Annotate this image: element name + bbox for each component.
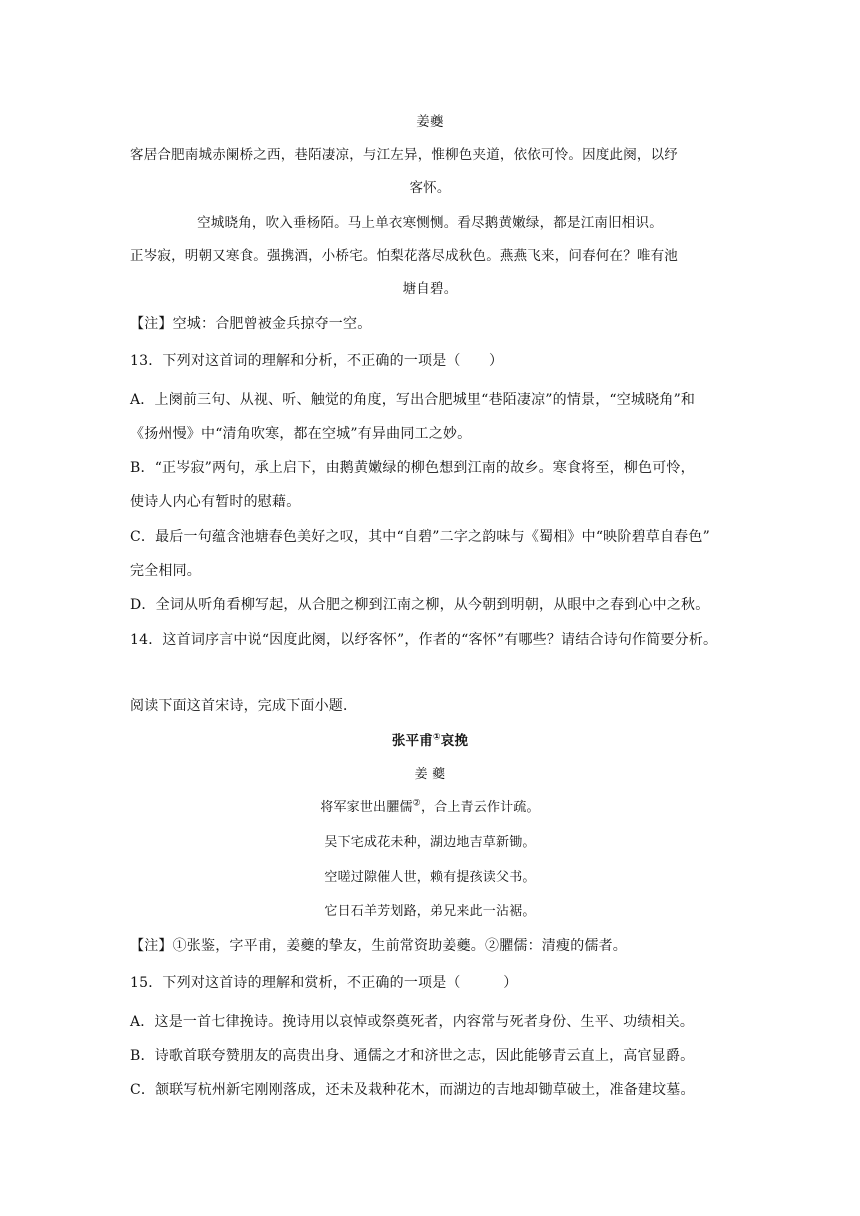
poem2-note: 【注】①张鉴，字平甫，姜夔的挚友，生前常资助姜夔。②臞儒：清瘦的儒者。 [130, 938, 627, 954]
poem2-verse-4: 它日石羊芳划路，弟兄来此一沾裾。 [324, 904, 536, 919]
q13-option-b-line1: B．“正岑寂”两句，承上启下，由鹅黄嫩绿的柳色想到江南的故乡。寒食将至，柳色可怜， [130, 460, 695, 476]
poem1-verse-lower-a: 正岑寂，明朝又寒食。强携酒，小桥宅。怕梨花落尽成秋色。燕燕飞来，问春何在？唯有池 [130, 248, 678, 264]
q13-option-c-line1: C．最后一句蕴含池塘春色美好之叹，其中“自碧”二字之韵味与《蜀相》中“映阶碧草自春色” [130, 529, 710, 545]
poem2-title-footnote-mark: ① [432, 732, 441, 743]
poem2-verse-3: 空嗟过隙催人世，赖有提孩读父书。 [324, 870, 536, 885]
poem2-title [130, 731, 730, 751]
q13-option-b-line2: 使诗人内心有暂时的慰藉。 [130, 494, 301, 510]
poem1-preface-line1: 客居合肥南城赤阑桥之西，巷陌凄凉，与江左异，惟柳色夹道，依依可怜。因度此阕，以纾 [130, 147, 678, 163]
q13-option-a-line2: 《扬州慢》中“清角吹寒，都在空城”有异曲同工之妙。 [130, 426, 472, 442]
poem2-title-tail: 哀挽 [440, 733, 469, 749]
section2-intro: 阅读下面这首宋诗，完成下面小题． [130, 698, 358, 714]
poem2-verse-1-main: 将军家世出臞儒 [320, 800, 413, 815]
poem2-verse-1-tail: ，合上青云作计疏。 [420, 800, 540, 815]
q14-stem: 14．这首词序言中说“因度此阕，以纾客怀”，作者的“客怀”有哪些？请结合诗句作简要分析。 [130, 632, 718, 648]
poem2-title-main: 张平甫 [391, 733, 433, 749]
q13-option-c-line2: 完全相同。 [130, 563, 201, 579]
poem1-author: 姜夔 [416, 114, 444, 130]
q15-option-c: C．颔联写杭州新宅刚刚落成，还未及栽种花木，而湖边的吉地却锄草破土，准备建坟墓。 [130, 1082, 695, 1098]
poem2-verse-1-footnote-mark: ② [412, 798, 421, 809]
q13-option-a-line1: A．上阕前三句、从视、听、触觉的角度，写出合肥城里“巷陌凄凉”的情景，“空城晓角”和 [130, 392, 696, 408]
poem2-verse-2: 吴下宅成花未种，湖边地吉草新锄。 [324, 835, 536, 850]
poem2-author: 姜 夔 [414, 767, 446, 782]
q15-option-a: A．这是一首七律挽诗。挽诗用以哀悼或祭奠死者，内容常与死者身份、生平、功绩相关。 [130, 1014, 695, 1030]
q15-option-b: B．诗歌首联夸赞朋友的高贵出身、通儒之才和济世之志，因此能够青云直上，高官显爵。 [130, 1048, 695, 1064]
q13-option-d: D．全词从听角看柳写起，从合肥之柳到江南之柳，从今朝到明朝，从眼中之春到心中之秋。 [130, 597, 710, 613]
poem1-preface-line2: 客怀。 [409, 180, 451, 196]
poem1-verse-lower-b: 塘自碧。 [402, 281, 458, 297]
poem2-verse-1 [130, 798, 730, 818]
q13-stem: 13．下列对这首词的理解和分析，不正确的一项是（ ） [130, 353, 504, 369]
poem1-note: 【注】空城：合肥曾被金兵掠夺一空。 [130, 316, 372, 332]
poem1-verse-upper: 空城晓角，吹入垂杨陌。马上单衣寒恻恻。看尽鹅黄嫩绿，都是江南旧相识。 [197, 215, 663, 231]
q15-stem: 15．下列对这首诗的理解和赏析，不正确的一项是（ ） [130, 975, 518, 991]
